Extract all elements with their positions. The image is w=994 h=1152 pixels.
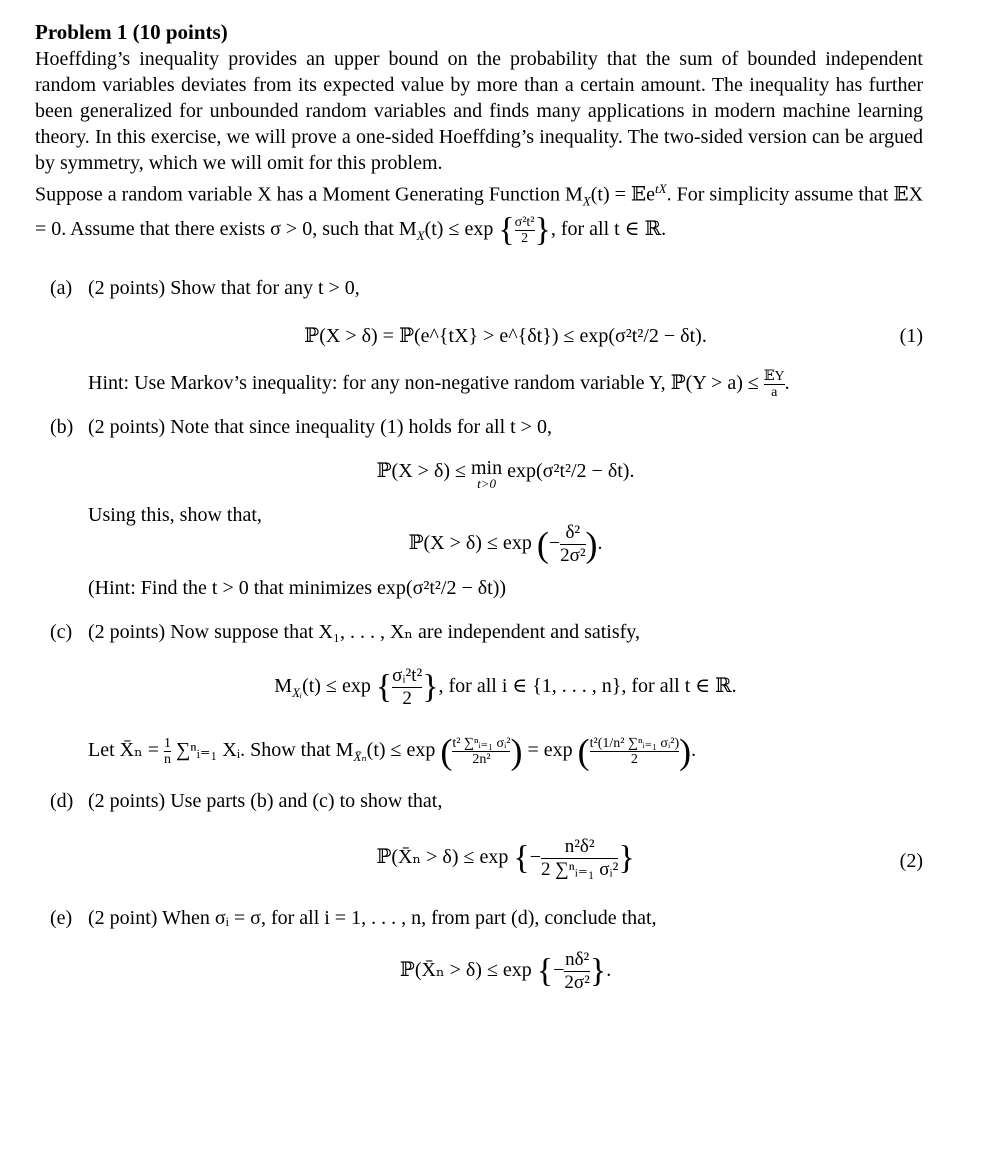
part-e xyxy=(50,905,923,994)
part-b-using: Using this, show that, xyxy=(88,503,262,526)
problem-page xyxy=(35,18,923,994)
part-e-equation: ℙ(X̄ₙ > δ) ≤ exp {− $\frac{\text{nδ²}}{\text{2σ²}}$ }. xyxy=(399,948,612,993)
part-e-tag: (e) xyxy=(50,906,73,929)
part-d-equation: ℙ(X̄ₙ > δ) ≤ exp {− $\frac{\text{n²δ²}}{\text{2 ∑ⁿᵢ₌₁ σᵢ²}}$ } (2) xyxy=(376,835,923,880)
problem-intro: Hoeffding’s inequality provides an upper bound on the probability that the sum of bounded independent random variables deviates from its expected value by more than a certain amount. The inequality has further been generalized for unbounded random variables and finds many applications in modern machine learning theory. In this exercise, we will prove a one-sided Hoeffding’s inequality. The two-sided version can be argued by symmetry, which we will omit for this problem. xyxy=(35,48,923,174)
problem-title: Problem 1 (10 points) xyxy=(35,20,228,44)
part-b-equation-1: ℙ(X > δ) ≤ min t>0 exp(σ²t²/2 − δt). xyxy=(376,456,635,491)
part-c-tag: (c) xyxy=(50,620,73,643)
part-e-text: (2 point) When σᵢ = σ, for all i = 1, . . . , n, from part (d), conclude that, xyxy=(88,906,657,929)
equation-number-2: (2) xyxy=(899,849,923,872)
part-d-text: (2 points) Use parts (b) and (c) to show that, xyxy=(88,789,443,812)
part-b-text: (2 points) Note that since inequality (1) holds for all t > 0, xyxy=(88,415,552,438)
problem-setup: Suppose a random variable X has a Moment Generating Function $M_X(t)$ = 𝔼e$^{tX}$. For simplicity assume that 𝔼X = 0. Assume that there exists σ > 0, such that $M_X(t) \le \exp$ { $\frac{\text{σ²t²}}{2}$ }, for all t ∈ ℝ. xyxy=(35,181,924,249)
part-b xyxy=(50,414,923,601)
part-a-hint: Hint: Use Markov’s inequality: for any non-negative random variable Y, ℙ(Y > a) ≤ $\frac{\text{𝔼Y}}{a}$ . xyxy=(88,368,790,400)
part-c-text: (2 points) Now suppose that X₁, . . . , Xₙ are independent and satisfy, xyxy=(88,620,641,643)
part-b-equation-2: ℙ(X > δ) ≤ exp (− $\frac{\text{δ²}}{\text{2σ²}}$ ). xyxy=(408,521,603,566)
part-d xyxy=(50,788,923,881)
part-a-text: (2 points) Show that for any t > 0, xyxy=(88,276,360,299)
part-a-equation-text: ℙ(X > δ) = ℙ(e^{tX} > e^{δt}) ≤ exp(σ²t²/2 − δt). xyxy=(304,324,707,347)
part-c-let: Let X̄ₙ = $\frac{1}{n}$ ∑ⁿᵢ₌₁ Xᵢ. Show that $M_{X̄_n}(t) \le \exp$ ( $\frac{\text{t² ∑ⁿᵢ₌₁ σᵢ²}}{\text{2n²}}$ ) = exp ( $\frac{\text{t²(1/n² ∑ⁿᵢ₌₁ σᵢ²)}}{2}$ ). xyxy=(88,731,697,772)
part-d-tag: (d) xyxy=(50,789,74,812)
part-c-equation: $M_{Xᵢ}(t) \le \exp$ { $\frac{\text{σᵢ²t²}}{2}$ }, for all i ∈ {1, . . . , n}, for all t ∈ ℝ. xyxy=(274,664,737,709)
part-a-tag: (a) xyxy=(50,276,73,299)
part-b-tag: (b) xyxy=(50,415,74,438)
part-a xyxy=(50,275,923,400)
setup-fraction: $\frac{\text{σ²t²}}{2}$ xyxy=(514,214,535,246)
part-c xyxy=(50,619,923,770)
part-a-equation xyxy=(88,323,923,349)
equation-number-1: (1) xyxy=(899,324,923,347)
part-b-hint: (Hint: Find the t > 0 that minimizes exp(σ²t²/2 − δt)) xyxy=(88,576,507,599)
